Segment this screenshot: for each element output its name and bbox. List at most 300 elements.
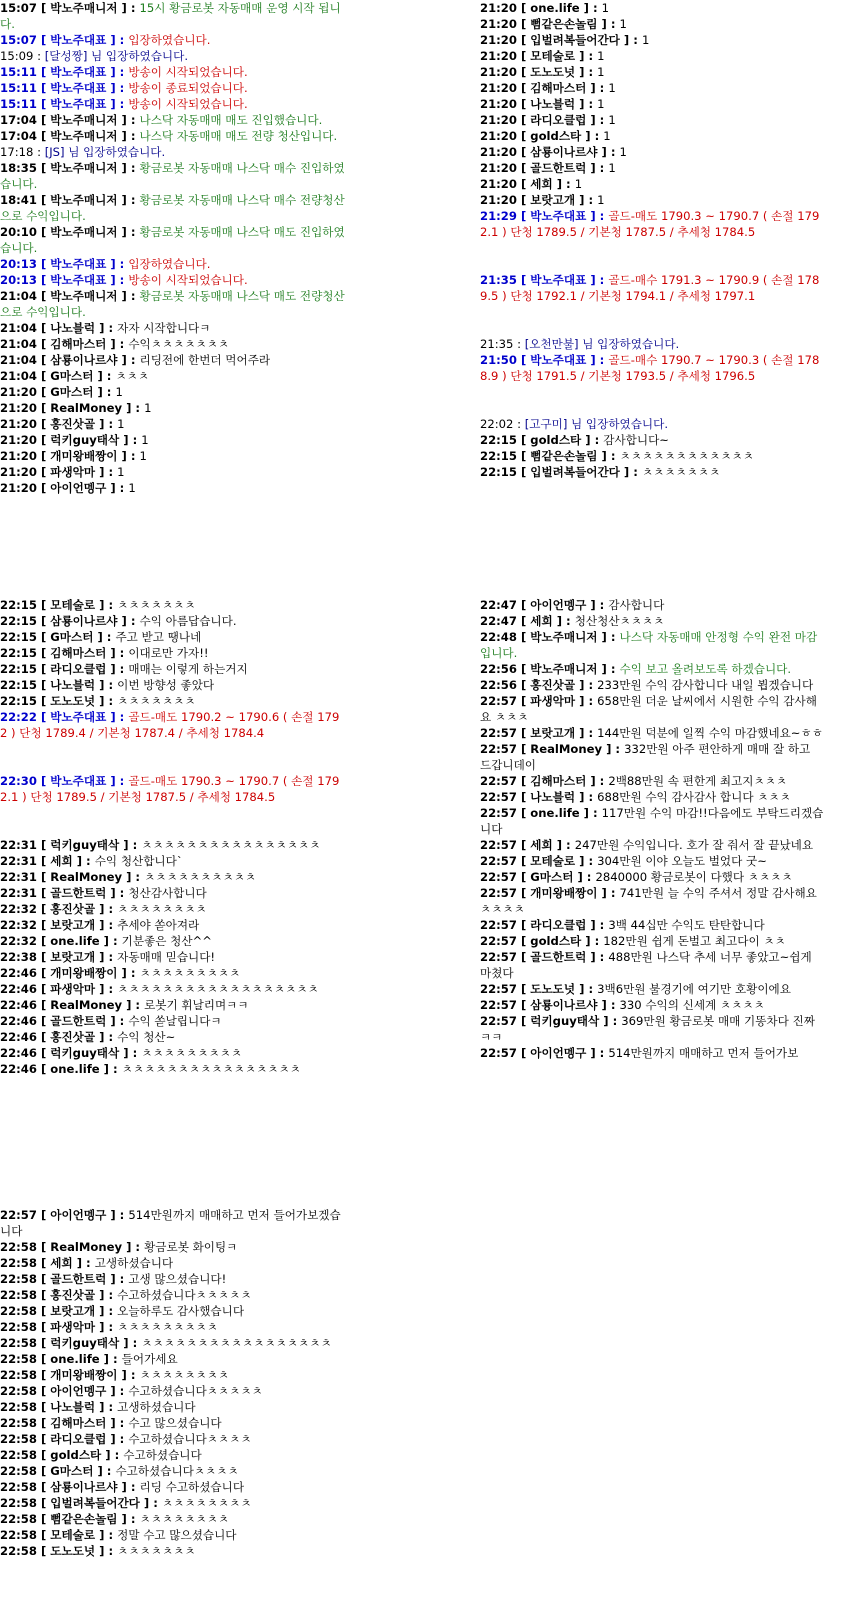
user-nickname: 아이언멩구: [530, 1046, 587, 1060]
nick-close-bracket: ] :: [575, 982, 598, 996]
message-time: 22:46: [0, 1014, 37, 1028]
message-time: 21:29: [480, 209, 517, 223]
message-text: 1: [608, 81, 616, 95]
nick-open-bracket: [: [516, 161, 531, 175]
nick-open-bracket: [: [36, 465, 51, 479]
chat-message: [0, 80, 345, 96]
message-time: 22:58: [0, 1432, 37, 1446]
user-nickname: 김해마스터: [50, 646, 107, 660]
nick-open-bracket: [: [36, 1480, 51, 1494]
nick-close-bracket: ] :: [106, 337, 129, 351]
nick-close-bracket: ] :: [106, 33, 129, 47]
message-time: 22:30: [0, 774, 37, 788]
message-text: 1: [597, 97, 605, 111]
chat-spacer: [480, 320, 825, 336]
nick-open-bracket: [: [36, 449, 51, 463]
nick-open-bracket: [: [516, 806, 531, 820]
nick-close-bracket: ] :: [117, 449, 140, 463]
user-nickname: 입벌려복들어간다: [530, 465, 620, 479]
message-time: 22:46: [0, 1030, 37, 1044]
user-nickname: 골드한트럭: [50, 1014, 107, 1028]
message-text: ㅊㅊㅊㅊㅊㅊㅊㅊ: [117, 902, 207, 916]
chat-message: [0, 693, 345, 709]
chat-message: [0, 1319, 345, 1335]
message-text: 658만원 더운 날씨에서 시원한 수익 감사해요 ㅊㅊㅊ: [480, 694, 817, 724]
nick-open-bracket: [: [36, 1352, 51, 1366]
message-time: 22:58: [0, 1496, 37, 1510]
nick-open-bracket: [: [36, 193, 51, 207]
nick-open-bracket: [: [516, 630, 531, 644]
message-text: 자동매매 믿습니다!: [117, 950, 216, 964]
nick-open-bracket: [: [36, 982, 51, 996]
message-text: 수고 많으셨습니다: [128, 1416, 222, 1430]
message-time: 22:58: [0, 1336, 37, 1350]
system-entry-message: [480, 336, 825, 352]
user-nickname: 모테술로: [530, 854, 576, 868]
user-nickname: 보랏고개: [530, 193, 576, 207]
chat-message: [0, 837, 345, 853]
chat-message: [0, 965, 345, 981]
nick-close-bracket: ] :: [95, 1288, 118, 1302]
message-text: 1: [601, 1, 610, 15]
chat-message: [0, 1239, 345, 1255]
user-nickname: 보랏고개: [530, 726, 576, 740]
system-text: [오천만불] 님 입장하였습니다.: [524, 337, 680, 351]
message-time: 21:20: [480, 161, 517, 175]
nick-close-bracket: ] :: [106, 1208, 129, 1222]
message-time: 21:04: [0, 289, 37, 303]
chat-message: [0, 432, 345, 448]
chat-message: [0, 1383, 345, 1399]
message-text: 감사합니다: [608, 598, 665, 612]
nick-open-bracket: [: [36, 1448, 51, 1462]
nick-open-bracket: [: [36, 1272, 51, 1286]
nick-close-bracket: ] :: [597, 886, 620, 900]
nick-open-bracket: [: [36, 1046, 51, 1060]
nick-close-bracket: ] :: [619, 33, 642, 47]
chat-message: [0, 64, 345, 80]
message-time: 15:09: [0, 49, 34, 63]
chat-message: [480, 0, 825, 16]
chat-message: [0, 400, 345, 416]
message-text: 1: [144, 401, 152, 415]
message-text: 514만원까지 매매하고 먼저 들어가보: [608, 1046, 799, 1060]
message-time: 21:20: [480, 113, 517, 127]
nick-open-bracket: [: [516, 694, 531, 708]
nick-close-bracket: ] :: [95, 417, 118, 431]
nick-open-bracket: [: [36, 225, 51, 239]
nick-open-bracket: [: [516, 662, 531, 676]
message-time: 22:57: [480, 790, 517, 804]
message-text: 1: [128, 481, 136, 495]
chat-panel-2: [480, 0, 825, 480]
chat-message: [480, 112, 825, 128]
message-time: 21:20: [480, 129, 517, 143]
chat-message: [0, 464, 345, 480]
message-text: ㅊㅊㅊㅊㅊㅊㅊㅊㅊㅊㅊㅊ: [619, 449, 754, 463]
nick-close-bracket: ] :: [93, 1464, 116, 1478]
chat-message: [0, 1335, 345, 1351]
nick-close-bracket: ] :: [119, 1046, 142, 1060]
message-text: 1: [619, 145, 627, 159]
nick-open-bracket: [: [36, 1288, 51, 1302]
nick-close-bracket: ] :: [597, 630, 620, 644]
message-time: 22:57: [480, 998, 517, 1012]
user-nickname: 럭키guy태삭: [530, 1014, 600, 1028]
nick-open-bracket: [: [36, 1014, 51, 1028]
chat-message: [0, 709, 345, 741]
message-text: 15시 황금로봇 자동매매 운영 시작 됩니다.: [0, 1, 341, 31]
chat-message: [0, 352, 345, 368]
message-text: 황금로봇 자동매매 나스닥 매수 전량청산으로 수익입니다.: [0, 193, 345, 223]
nick-close-bracket: ] :: [586, 81, 609, 95]
nick-open-bracket: [: [36, 1464, 51, 1478]
nick-close-bracket: ] :: [106, 886, 129, 900]
nick-close-bracket: ] :: [119, 838, 142, 852]
message-time: 22:47: [480, 614, 517, 628]
nick-open-bracket: [: [516, 65, 531, 79]
nick-close-bracket: ] :: [575, 790, 598, 804]
message-time: 15:11: [0, 65, 37, 79]
user-nickname: gold스타: [530, 433, 582, 447]
chat-message: [480, 160, 825, 176]
message-text: 청산감사합니다: [128, 886, 207, 900]
message-time: 22:02: [480, 417, 514, 431]
message-time: 22:58: [0, 1384, 37, 1398]
message-time: 22:58: [0, 1528, 37, 1542]
nick-open-bracket: [: [36, 385, 51, 399]
message-text: 741만원 늘 수익 주셔서 정말 감사해요ㅊㅊㅊㅊ: [480, 886, 817, 916]
nick-close-bracket: ] :: [95, 694, 118, 708]
system-text: [JS] 님 입장하였습니다.: [44, 145, 166, 159]
user-nickname: G마스터: [50, 385, 94, 399]
user-nickname: 박노주대표: [50, 257, 107, 271]
nick-open-bracket: [: [516, 97, 531, 111]
user-nickname: 개미왕배짱이: [50, 449, 118, 463]
chat-message: [0, 997, 345, 1013]
nick-open-bracket: [: [36, 97, 51, 111]
nick-open-bracket: [: [36, 1, 51, 15]
message-time: 22:15: [0, 678, 37, 692]
message-time: 20:10: [0, 225, 37, 239]
chat-message: [480, 917, 825, 933]
nick-open-bracket: [: [36, 1030, 51, 1044]
nick-close-bracket: ] :: [106, 257, 129, 271]
message-time: 22:58: [0, 1400, 37, 1414]
user-nickname: 입벌려복들어간다: [50, 1496, 140, 1510]
nick-open-bracket: [: [516, 774, 531, 788]
chat-message: [0, 448, 345, 464]
chat-message: [480, 48, 825, 64]
message-text: 1: [115, 385, 123, 399]
message-text: 1: [117, 465, 125, 479]
message-text: 1: [608, 161, 616, 175]
message-time: 22:58: [0, 1448, 37, 1462]
message-time: 21:20: [480, 65, 517, 79]
nick-close-bracket: ] :: [95, 1320, 118, 1334]
chat-message: [480, 613, 825, 629]
chat-message: [0, 480, 345, 496]
nick-close-bracket: ] :: [99, 1352, 122, 1366]
nick-open-bracket: [: [36, 1320, 51, 1334]
message-time: 15:07: [0, 33, 37, 47]
nick-close-bracket: ] :: [597, 449, 620, 463]
message-text: ㅊㅊㅊㅊㅊㅊㅊㅊ: [139, 1368, 230, 1382]
nick-open-bracket: [: [36, 401, 51, 415]
message-time: 22:46: [0, 1046, 37, 1060]
nick-close-bracket: ] :: [117, 1, 140, 15]
nick-open-bracket: [: [36, 1240, 51, 1254]
message-text: 리딩 수고하셨습니다: [139, 1480, 245, 1494]
nick-close-bracket: ] :: [552, 614, 575, 628]
user-nickname: 파생악마: [50, 465, 96, 479]
nick-open-bracket: [: [36, 902, 51, 916]
user-nickname: 골드한트럭: [50, 886, 107, 900]
message-text: 골드-매도 1790.2 ~ 1790.6 ( 손절 1792 ) 단청 1789.4 / 기본청 1787.4 / 추세청 1784.4: [0, 710, 340, 740]
nick-open-bracket: [: [36, 1368, 51, 1382]
user-nickname: one.life: [50, 1062, 100, 1076]
message-time: 22:58: [0, 1464, 37, 1478]
nick-close-bracket: ] :: [119, 1336, 142, 1350]
nick-close-bracket: ] :: [106, 1416, 129, 1430]
chat-message: [480, 853, 825, 869]
message-time: 22:15: [0, 662, 37, 676]
user-nickname: 박노주대표: [530, 209, 587, 223]
user-nickname: 박노주대표: [50, 710, 107, 724]
chat-message: [480, 16, 825, 32]
message-time: 22:57: [480, 950, 517, 964]
chat-message: [0, 1495, 345, 1511]
user-nickname: 박노주대표: [50, 774, 107, 788]
nick-open-bracket: [: [516, 193, 531, 207]
nick-open-bracket: [: [516, 129, 531, 143]
message-time: 22:57: [480, 694, 517, 708]
chat-message: [0, 1271, 345, 1287]
user-nickname: 파생악마: [530, 694, 576, 708]
nick-open-bracket: [: [516, 838, 531, 852]
nick-close-bracket: ] :: [117, 1512, 140, 1526]
nick-open-bracket: [: [36, 273, 51, 287]
nick-open-bracket: [: [36, 129, 51, 143]
user-nickname: 보랏고개: [50, 1304, 96, 1318]
message-time: 21:35: [480, 273, 517, 287]
nick-open-bracket: [: [516, 870, 531, 884]
chat-message: [0, 981, 345, 997]
nick-close-bracket: ] :: [95, 1400, 118, 1414]
message-text: 감사합니다~: [603, 433, 669, 447]
user-nickname: 세희: [50, 854, 73, 868]
user-nickname: 도노도넛: [50, 1544, 96, 1558]
nick-close-bracket: ] :: [95, 1528, 118, 1542]
message-time: 22:15: [480, 433, 517, 447]
user-nickname: 세희: [530, 838, 553, 852]
nick-close-bracket: ] :: [117, 113, 140, 127]
chat-message: [480, 352, 825, 384]
chat-message: [480, 629, 825, 661]
chat-message: [0, 416, 345, 432]
message-text: 182만원 쉽게 돈벌고 최고다이 ㅊㅊ: [603, 934, 786, 948]
user-nickname: one.life: [530, 1, 580, 15]
message-text: 황금로봇 자동매매 나스닥 매도 진입하였습니다.: [0, 225, 345, 255]
nick-close-bracket: ] :: [95, 982, 118, 996]
nick-open-bracket: [: [36, 598, 51, 612]
message-text: 1: [641, 33, 650, 47]
message-time: 21:20: [0, 385, 37, 399]
chat-message: [0, 1255, 345, 1271]
nick-close-bracket: ] :: [119, 433, 142, 447]
message-time: 22:58: [0, 1368, 37, 1382]
message-text: 골드-매수 1791.3 ~ 1790.9 ( 손절 1789.5 ) 단청 1792.1 / 기본청 1794.1 / 추세청 1797.1: [480, 273, 820, 303]
chat-message: [0, 1399, 345, 1415]
chat-spacer: [0, 757, 345, 773]
message-text: 488만원 나스닥 추세 너무 좋았고~쉽게 마쳤다: [480, 950, 812, 980]
message-time: 22:58: [0, 1544, 37, 1558]
time-separator: :: [513, 417, 525, 431]
user-nickname: 삼룡이나르샤: [50, 614, 118, 628]
message-text: 골드-매도 1790.3 ~ 1790.7 ( 손절 1792.1 ) 단청 1789.5 / 기본청 1787.5 / 추세청 1784.5: [480, 209, 820, 239]
message-text: 주고 받고 땡나네: [115, 630, 202, 644]
chat-message: [480, 597, 825, 613]
nick-open-bracket: [: [36, 1336, 51, 1350]
chat-message: [0, 869, 345, 885]
user-nickname: 럭키guy태삭: [50, 1046, 120, 1060]
chat-message: [0, 128, 345, 144]
nick-open-bracket: [: [516, 209, 531, 223]
chat-message: [480, 176, 825, 192]
nick-close-bracket: ] :: [586, 353, 609, 367]
message-time: 22:38: [0, 950, 37, 964]
nick-open-bracket: [: [36, 81, 51, 95]
message-text: 고생하셨습니다: [117, 1400, 196, 1414]
user-nickname: 김해마스터: [50, 337, 107, 351]
nick-close-bracket: ] :: [95, 902, 118, 916]
message-text: 들어가세요: [121, 1352, 178, 1366]
nick-open-bracket: [: [36, 774, 51, 788]
nick-close-bracket: ] :: [95, 465, 118, 479]
nick-open-bracket: [: [36, 369, 51, 383]
nick-open-bracket: [: [36, 838, 51, 852]
nick-open-bracket: [: [516, 854, 531, 868]
nick-open-bracket: [: [516, 353, 531, 367]
user-nickname: 박노주매니저: [50, 113, 118, 127]
message-time: 22:46: [0, 998, 37, 1012]
nick-open-bracket: [: [516, 790, 531, 804]
message-time: 22:32: [0, 934, 37, 948]
nick-close-bracket: ] :: [101, 1448, 124, 1462]
message-text: 3백 44십만 수익도 탄탄합니다: [608, 918, 765, 932]
nick-close-bracket: ] :: [575, 854, 598, 868]
chat-message: [480, 693, 825, 725]
user-nickname: 도노도넛: [530, 982, 576, 996]
message-text: 1: [608, 113, 616, 127]
chat-spacer: [480, 400, 825, 416]
chat-spacer: [0, 805, 345, 821]
nick-close-bracket: ] :: [575, 97, 598, 111]
user-nickname: 박노주매니저: [530, 630, 598, 644]
nick-close-bracket: ] :: [597, 662, 620, 676]
message-text: 수고하셨습니다ㅊㅊㅊㅊㅊ: [128, 1384, 263, 1398]
chat-spacer: [480, 240, 825, 256]
nick-close-bracket: ] :: [619, 465, 642, 479]
user-nickname: 라디오클럽: [530, 918, 587, 932]
nick-open-bracket: [: [36, 161, 51, 175]
message-time: 22:58: [0, 1320, 37, 1334]
chat-message: [0, 677, 345, 693]
user-nickname: 박노주대표: [50, 33, 107, 47]
chat-message: [0, 288, 345, 320]
message-time: 21:50: [480, 353, 517, 367]
message-time: 18:35: [0, 161, 37, 175]
message-time: 21:35: [480, 337, 514, 351]
nick-close-bracket: ] :: [597, 145, 620, 159]
message-text: 304만원 이야 오늘도 벌었다 굿~: [597, 854, 767, 868]
chat-message: [0, 1463, 345, 1479]
nick-open-bracket: [: [36, 113, 51, 127]
chat-message: [480, 64, 825, 80]
message-text: 정말 수고 많으셨습니다: [117, 1528, 237, 1542]
nick-close-bracket: ] :: [72, 1256, 95, 1270]
message-text: ㅊㅊㅊㅊㅊㅊㅊ: [117, 1544, 196, 1558]
nick-close-bracket: ] :: [106, 774, 129, 788]
message-time: 21:04: [0, 337, 37, 351]
message-text: 수익 아름답습니다.: [139, 614, 237, 628]
chat-message: [0, 112, 345, 128]
message-time: 22:58: [0, 1480, 37, 1494]
message-text: 황금로봇 자동매매 나스닥 매수 진입하였습니다.: [0, 161, 345, 191]
nick-open-bracket: [: [516, 678, 531, 692]
message-time: 22:32: [0, 902, 37, 916]
nick-open-bracket: [: [516, 273, 531, 287]
nick-open-bracket: [: [516, 1014, 531, 1028]
nick-close-bracket: ] :: [122, 1240, 145, 1254]
user-nickname: gold스타: [50, 1448, 102, 1462]
chat-spacer: [0, 741, 345, 757]
message-text: 1: [603, 129, 611, 143]
nick-close-bracket: ] :: [117, 161, 140, 175]
nick-close-bracket: ] :: [579, 1, 602, 15]
nick-open-bracket: [: [36, 1256, 51, 1270]
nick-close-bracket: ] :: [117, 193, 140, 207]
user-nickname: 나노블럭: [50, 678, 96, 692]
nick-open-bracket: [: [36, 614, 51, 628]
nick-close-bracket: ] :: [106, 1014, 129, 1028]
nick-open-bracket: [: [36, 694, 51, 708]
nick-close-bracket: ] :: [106, 646, 129, 660]
message-text: 청산청산ㅊㅊㅊㅊ: [574, 614, 665, 628]
user-nickname: 세희: [50, 1256, 73, 1270]
chat-panel-5: [0, 1207, 345, 1559]
message-time: 22:57: [0, 1208, 37, 1222]
chat-message: [0, 1013, 345, 1029]
chat-message: [0, 1527, 345, 1543]
nick-open-bracket: [: [36, 1528, 51, 1542]
chat-message: [480, 949, 825, 981]
message-time: 17:18: [0, 145, 34, 159]
chat-message: [0, 384, 345, 400]
nick-close-bracket: ] :: [575, 49, 598, 63]
nick-close-bracket: ] :: [95, 1030, 118, 1044]
nick-open-bracket: [: [36, 1400, 51, 1414]
user-nickname: 박노주매니저: [50, 289, 118, 303]
user-nickname: 럭키guy태삭: [50, 433, 120, 447]
user-nickname: 아이언멩구: [50, 1384, 107, 1398]
nick-open-bracket: [: [36, 998, 51, 1012]
nick-open-bracket: [: [36, 1416, 51, 1430]
message-text: ㅊㅊㅊㅊㅊㅊㅊㅊ: [139, 1512, 230, 1526]
nick-close-bracket: ] :: [106, 710, 129, 724]
message-text: 나스닥 자동매매 안정형 수익 완전 마감입니다.: [480, 630, 818, 660]
user-nickname: 홍진삿골: [50, 1288, 96, 1302]
